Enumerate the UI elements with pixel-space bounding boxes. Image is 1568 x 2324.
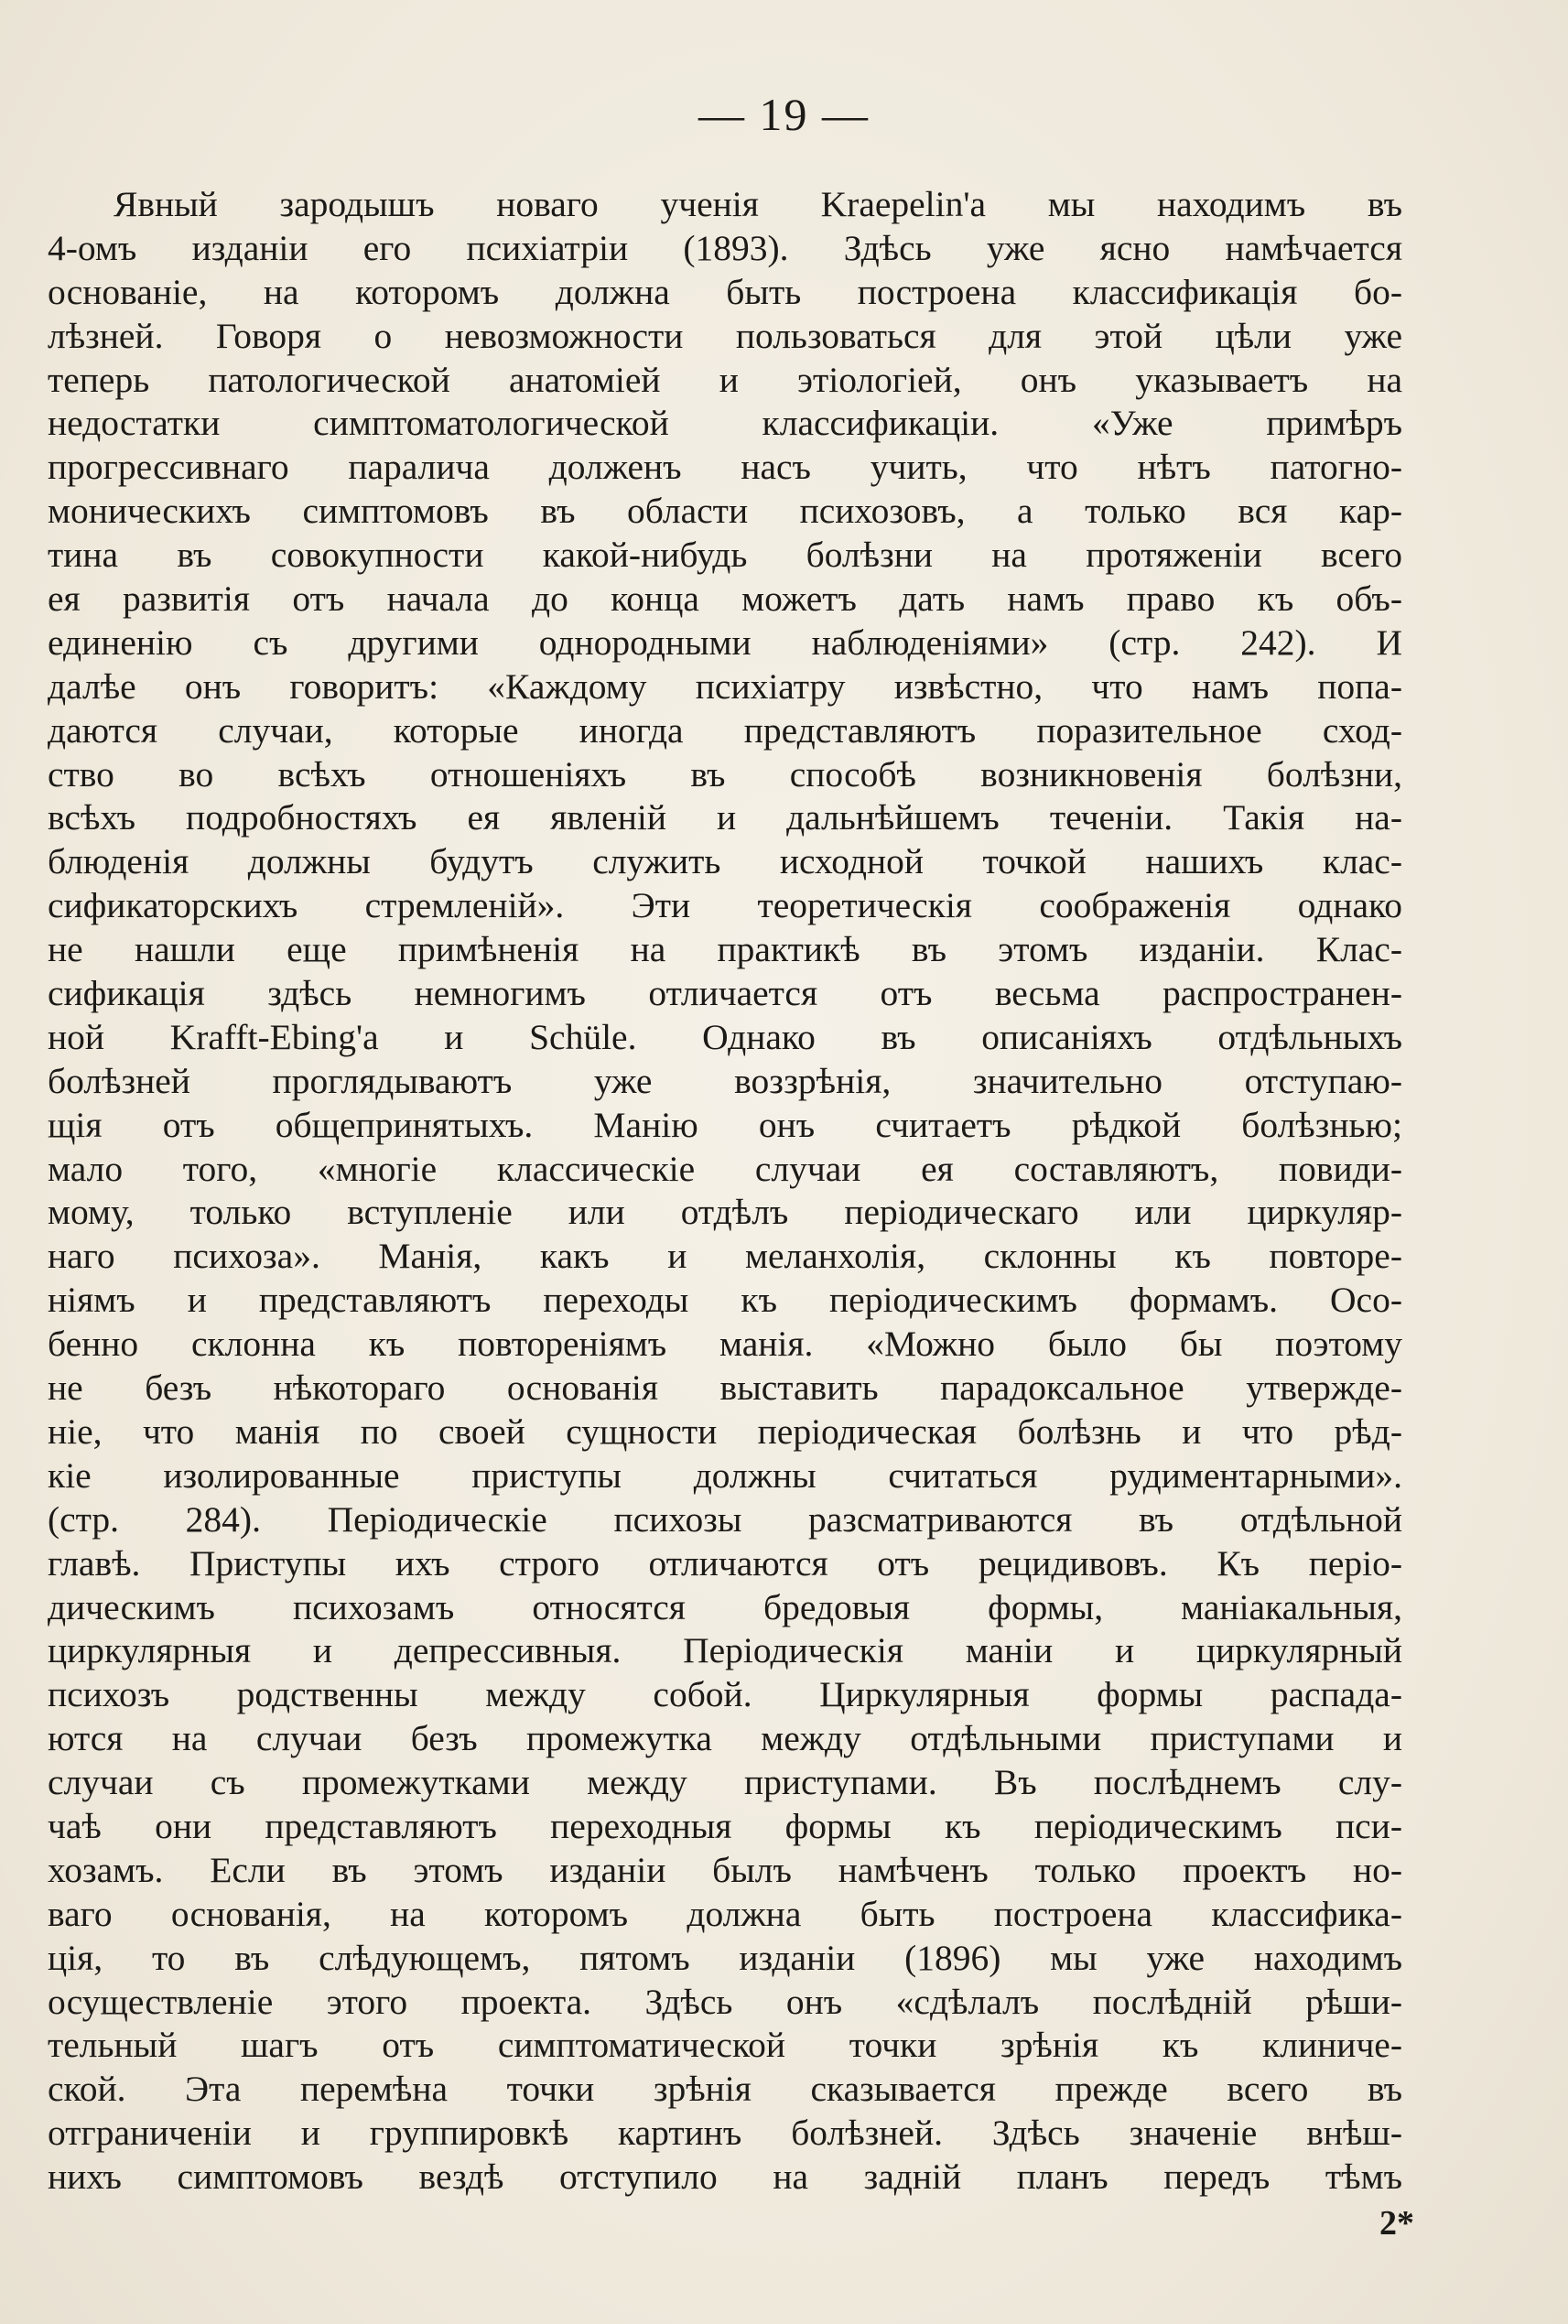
text-line: ской. Эта перемѣна точки зрѣнія сказывается прежде всего въ <box>48 2069 1402 2110</box>
text-line: ніямъ и представляютъ переходы къ періодическимъ формамъ. Осо- <box>48 1280 1402 1321</box>
text-line: лѣзней. Говоря о невозможности пользоваться для этой цѣли уже <box>48 315 1402 356</box>
text-line: дическимъ психозамъ относятся бредовыя формы, маніакальныя, <box>48 1586 1402 1627</box>
text-line: ція, то въ слѣдующемъ, пятомъ изданіи (1896) мы уже находимъ <box>48 1937 1402 1978</box>
text-line: 4-омъ изданіи его психіатріи (1893). Здѣсь уже ясно намѣчается <box>48 227 1402 268</box>
text-line: циркулярныя и депрессивныя. Періодическія маніи и циркулярный <box>48 1630 1402 1671</box>
text-line: ной Krafft-Ebing'а и Schüle. Однако въ описаніяхъ отдѣльныхъ <box>48 1016 1402 1057</box>
text-line: хозамъ. Если въ этомъ изданіи былъ намѣченъ только проектъ но- <box>48 1849 1402 1890</box>
text-line: ніе, что манія по своей сущности періодическая болѣзнь и что рѣд- <box>48 1411 1402 1452</box>
text-line: тельный шагъ отъ симптоматической точки зрѣнія къ клиниче- <box>48 2025 1402 2066</box>
body-text <box>48 183 1402 2200</box>
text-line: психозъ родственны между собой. Циркулярныя формы распада- <box>48 1674 1402 1715</box>
text-line: тина въ совокупности какой-нибудь болѣзни на протяженіи всего <box>48 535 1402 576</box>
text-line: щія отъ общепринятыхъ. Манію онъ считаетъ рѣдкой болѣзнью; <box>48 1104 1402 1145</box>
text-line: прогрессивнаго паралича долженъ насъ учить, что нѣтъ патогно- <box>48 447 1402 488</box>
text-line: единенію съ другими однородными наблюденіями» (стр. 242). И <box>48 622 1402 663</box>
text-line: основаніе, на которомъ должна быть построена классификація бо- <box>48 271 1402 312</box>
text-line: сификація здѣсь немногимъ отличается отъ весьма распространен- <box>48 973 1402 1014</box>
text-line: наго психоза». Манія, какъ и меланхолія, склонны къ повторе- <box>48 1236 1402 1277</box>
text-line: мому, только вступленіе или отдѣлъ періодическаго или циркуляр- <box>48 1192 1402 1233</box>
text-line: кіе изолированные приступы должны считаться рудиментарными». <box>48 1454 1402 1496</box>
text-line: болѣзней проглядываютъ уже воззрѣнія, значительно отступаю- <box>48 1060 1402 1101</box>
text-line: Явный зародышъ новаго ученія Kraepelin'а мы находимъ въ <box>114 184 1402 224</box>
text-line: случаи съ промежутками между приступами. Въ послѣднемъ слу- <box>48 1762 1402 1803</box>
text-line: далѣе онъ говоритъ: «Каждому психіатру извѣстно, что намъ попа- <box>48 665 1402 707</box>
text-line: осуществленіе этого проекта. Здѣсь онъ «сдѣлалъ послѣдній рѣши- <box>48 1981 1402 2022</box>
text-line: нихъ симптомовъ вездѣ отступило на задній планъ передъ тѣмъ <box>48 2156 1402 2198</box>
text-line: (стр. 284). Періодическіе психозы разсматриваются въ отдѣльной <box>48 1498 1402 1540</box>
text-line: чаѣ они представляютъ переходныя формы къ періодическимъ пси- <box>48 1805 1402 1846</box>
text-line: всѣхъ подробностяхъ ея явленій и дальнѣйшемъ теченіи. Такія на- <box>48 797 1402 838</box>
text-line: теперь патологической анатоміей и этіологіей, онъ указываетъ на <box>48 359 1402 400</box>
text-line: бенно склонна къ повтореніямъ манія. «Можно было бы поэтому <box>48 1324 1402 1365</box>
signature-mark: 2* <box>1379 2204 1414 2243</box>
text-line: не нашли еще примѣненія на практикѣ въ этомъ изданіи. Клас- <box>48 929 1402 970</box>
text-line: ея развитія отъ начала до конца можетъ дать намъ право къ объ- <box>48 578 1402 620</box>
text-line: ются на случаи безъ промежутка между отдѣльными приступами и <box>48 1718 1402 1759</box>
text-line: не безъ нѣкотораго основанія выставить парадоксальное утвержде- <box>48 1367 1402 1409</box>
text-line: ваго основанія, на которомъ должна быть построена классифика- <box>48 1893 1402 1934</box>
text-line: даются случаи, которые иногда представляютъ поразительное сход- <box>48 709 1402 751</box>
text-line: блюденія должны будутъ служить исходной точкой нашихъ клас- <box>48 841 1402 882</box>
text-line: сификаторскихъ стремленій». Эти теоретическія соображенія однако <box>48 885 1402 926</box>
page-number: — 19 — <box>698 89 870 140</box>
text-line: мало того, «многіе классическіе случаи ея составляютъ, повиди- <box>48 1148 1402 1189</box>
text-line: отграниченіи и группировкѣ картинъ болѣзней. Здѣсь значеніе внѣш- <box>48 2113 1402 2154</box>
text-line: ство во всѣхъ отношеніяхъ въ способѣ возникновенія болѣзни, <box>48 753 1402 794</box>
text-line: моническихъ симптомовъ въ области психозовъ, а только вся кар- <box>48 491 1402 532</box>
text-line: недостатки симптоматологической классификаціи. «Уже примѣръ <box>48 403 1402 444</box>
text-line: главѣ. Приступы ихъ строго отличаются отъ рецидивовъ. Къ періо- <box>48 1542 1402 1584</box>
